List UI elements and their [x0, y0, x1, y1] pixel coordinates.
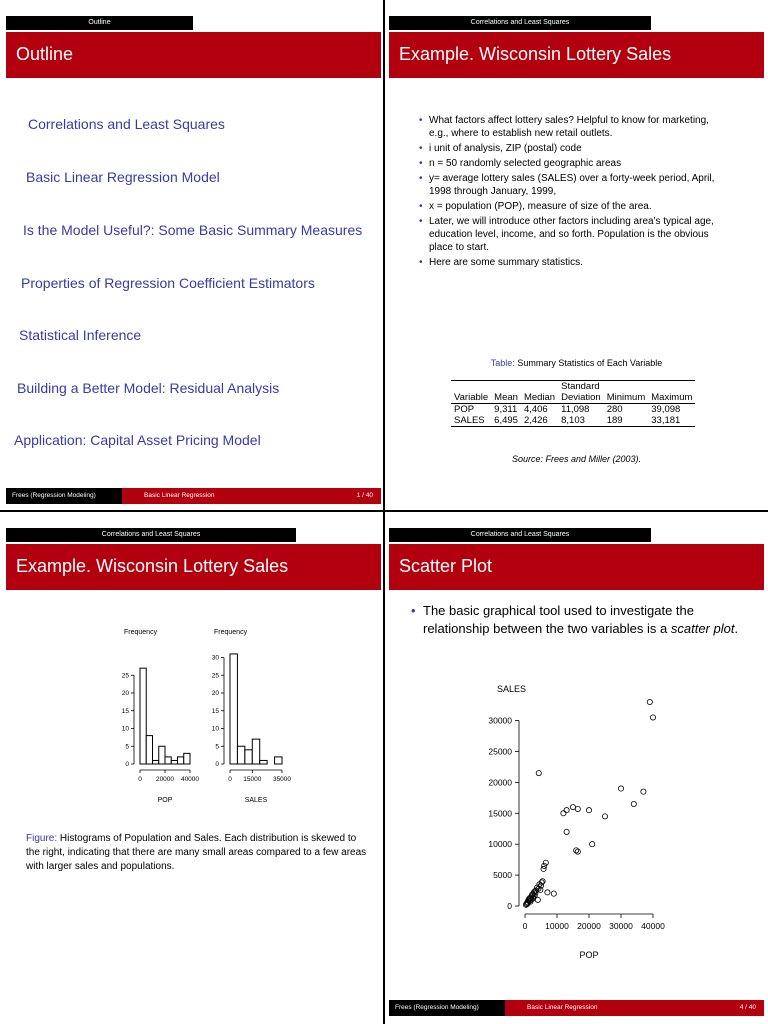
histogram-figure	[106, 622, 306, 822]
slide-lottery-example	[389, 16, 764, 506]
slide-topbar	[389, 16, 764, 30]
y-axis-label: Frequency	[124, 629, 158, 636]
y-tick-label: 10	[211, 725, 219, 733]
y-tick-label: 20	[211, 690, 219, 697]
histogram-bar	[171, 760, 177, 764]
histogram-bar	[159, 746, 165, 764]
histogram-bar	[153, 760, 159, 764]
slide-title: Example. Wisconsin Lottery Sales	[16, 556, 289, 576]
outline-item[interactable]: Correlations and Least Squares	[28, 116, 225, 132]
footer-title: Basic Linear Regression 4 / 40	[505, 1000, 764, 1016]
outline-item[interactable]: Application: Capital Asset Pricing Model	[14, 432, 261, 448]
scatter-point	[543, 860, 548, 865]
histogram-bar	[178, 757, 184, 764]
y-tick-label: 0	[507, 901, 512, 911]
scatter-point	[574, 848, 579, 853]
scatter-point	[586, 808, 591, 813]
y-tick-label: 0	[215, 761, 219, 768]
y-axis-label: Frequency	[214, 629, 248, 636]
y-tick-label: 25	[211, 672, 219, 680]
slide-histograms	[6, 528, 381, 1018]
y-tick-label: 15	[211, 707, 219, 715]
scatter-point	[590, 842, 595, 847]
x-tick-label: 0	[138, 776, 142, 783]
histogram-bar	[260, 760, 267, 764]
bullet-item: • x = population (POP), measure of size of the area.	[419, 200, 719, 213]
histogram-bar	[245, 750, 252, 764]
footer-title: Basic Linear Regression 1 / 40	[122, 488, 381, 504]
x-tick-label: 20000	[577, 921, 601, 931]
scatter-point	[564, 808, 569, 813]
slide-footer	[6, 488, 381, 504]
bullet-item: • What factors affect lottery sales? Helpful to know for marketing, e.g., where to establish new retail outlets.	[419, 114, 719, 140]
x-tick-label: 40000	[180, 776, 200, 783]
outline-item[interactable]: Statistical Inference	[19, 327, 142, 343]
table-header: Median	[523, 392, 556, 403]
scatter-point	[551, 891, 556, 896]
outline-item[interactable]: Properties of Regression Coefficient Estimators	[21, 275, 315, 291]
page-number: 4 / 40	[739, 1004, 756, 1011]
table-row: POP 9,311 4,406 11,098 280 39,098	[454, 404, 681, 415]
y-axis-label: SALES	[497, 684, 527, 694]
x-tick-label: 20000	[155, 776, 175, 783]
slide-title-bar	[389, 32, 764, 78]
page-number: 1 / 40	[356, 492, 373, 499]
slide-topbar	[6, 528, 381, 542]
scatter-point	[602, 814, 607, 819]
slide-scatter-plot	[389, 528, 764, 1018]
histogram-bar	[252, 739, 259, 764]
y-tick-label: 15000	[488, 808, 512, 819]
x-axis-label: POP	[157, 797, 173, 804]
x-axis-label: SALES	[244, 797, 268, 804]
slide-title: Example. Wisconsin Lottery Sales	[399, 44, 672, 64]
scatter-point	[650, 715, 655, 720]
y-tick-label: 30	[211, 654, 219, 662]
table-header: Maximum	[651, 392, 693, 403]
y-tick-label: 5	[125, 743, 129, 751]
y-tick-label: 5	[215, 743, 219, 751]
slide-topbar	[389, 528, 764, 542]
table-caption: Table: Summary Statistics of Each Variable	[490, 358, 663, 368]
table-header: Mean	[494, 392, 518, 403]
histogram-bar	[275, 757, 282, 764]
bullet-item: • i unit of analysis, ZIP (postal) code	[419, 142, 719, 155]
y-tick-label: 20000	[488, 777, 512, 788]
figure-caption: Figure: Histograms of Population and Sales. Each distribution is skewed to the right, indicating that there are many small areas compared to a few areas with larger sales and populations.	[26, 833, 367, 872]
y-tick-label: 5000	[493, 870, 512, 881]
slide-topbar	[6, 16, 381, 30]
scatter-point	[545, 890, 550, 895]
section-label: Correlations and Least Squares	[389, 16, 651, 30]
table-header: Variable	[454, 392, 489, 403]
y-tick-label: 0	[125, 761, 129, 768]
section-label: Correlations and Least Squares	[6, 528, 296, 542]
x-tick-label: 0	[522, 921, 528, 931]
y-tick-label: 30000	[488, 715, 512, 726]
bullet-item: • Here are some summary statistics.	[419, 256, 719, 269]
slide-outline	[6, 16, 381, 506]
scatter-point	[575, 849, 580, 854]
x-tick-label: 40000	[641, 921, 665, 931]
bullet-item: • n = 50 randomly selected geographic areas	[419, 157, 719, 170]
y-tick-label: 25000	[488, 746, 512, 757]
scatter-point	[647, 699, 652, 704]
slide-title: Scatter Plot	[399, 556, 493, 576]
bullet-item: • The basic graphical tool used to investigate the relationship between the two variables is a scatter plot.	[411, 603, 739, 636]
scatter-figure	[481, 680, 671, 970]
slide-footer	[389, 1000, 764, 1016]
outline-item[interactable]: Basic Linear Regression Model	[26, 169, 220, 185]
x-axis-label: POP	[579, 950, 599, 960]
table-row: SALES 6,495 2,426 8,103 189 33,181	[451, 415, 695, 427]
histogram-bar	[165, 757, 171, 764]
y-tick-label: 25	[121, 672, 129, 680]
histogram-bar	[237, 746, 244, 764]
scatter-point	[641, 789, 646, 794]
bullet-list	[419, 114, 719, 271]
x-tick-label: 35000	[272, 776, 292, 783]
table-header: Minimum	[606, 392, 646, 403]
slide-title: Outline	[16, 44, 74, 64]
table-source: Source: Frees and Miller (2003).	[511, 454, 642, 464]
summary-table	[451, 380, 695, 427]
y-tick-label: 15	[121, 707, 129, 715]
histogram-bar	[184, 753, 190, 764]
histogram-bar	[140, 668, 146, 764]
x-tick-label: 10000	[545, 921, 569, 931]
scatter-point	[561, 811, 566, 816]
scatter-point	[541, 866, 546, 871]
scatter-point	[536, 770, 541, 775]
scatter-point	[618, 786, 623, 791]
section-label: Correlations and Least Squares	[389, 528, 651, 542]
y-tick-label: 20	[121, 690, 129, 697]
y-tick-label: 10000	[488, 839, 512, 850]
slide-title-bar	[6, 544, 381, 590]
table-header: Standard	[561, 381, 600, 392]
y-tick-label: 10	[121, 725, 129, 733]
outline-item[interactable]: Building a Better Model: Residual Analysis	[17, 380, 280, 396]
x-tick-label: 30000	[609, 921, 633, 931]
slide-title-bar	[389, 544, 764, 590]
histogram-bar	[230, 654, 237, 764]
scatter-point	[564, 829, 569, 834]
x-tick-label: 15000	[243, 776, 262, 783]
section-label: Outline	[6, 16, 193, 30]
scatter-point	[631, 801, 636, 806]
x-tick-label: 0	[228, 776, 232, 783]
slide-title-bar	[6, 32, 381, 78]
footer-author: Frees (Regression Modeling)	[389, 1000, 505, 1016]
footer-author: Frees (Regression Modeling)	[6, 488, 122, 504]
histogram-bar	[146, 736, 152, 764]
bullet-item: • y= average lottery sales (SALES) over a forty-week period, April, 1998 through January, 1999,	[419, 172, 719, 198]
outline-item[interactable]: Is the Model Useful?: Some Basic Summary Measures	[23, 222, 363, 238]
scatter-point	[575, 806, 580, 811]
bullet-item: • Later, we will introduce other factors including area's typical age, education level, income, and so forth. Population is the obvious place to start.	[419, 215, 719, 254]
table-header: Deviation	[561, 392, 601, 403]
